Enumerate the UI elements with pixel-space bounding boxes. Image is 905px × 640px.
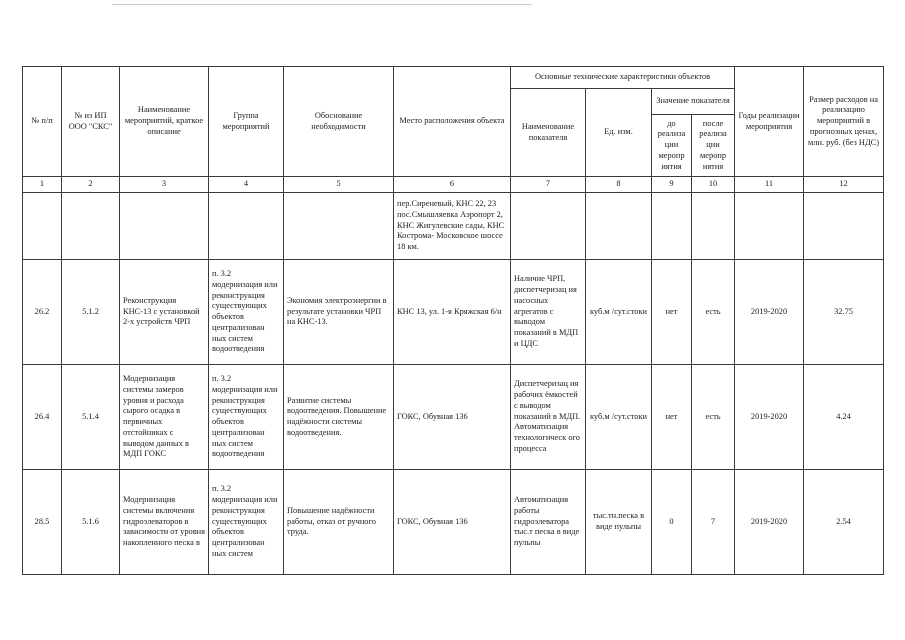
column-number: 5	[284, 177, 394, 193]
column-number: 7	[511, 177, 586, 193]
column-number: 11	[735, 177, 804, 193]
header-unit: Ед. изм.	[586, 89, 652, 177]
years-cell: 2019-2020	[735, 260, 804, 365]
indicator-cell: Автоматизация работы гидроэлеватора тыс.т песка в виде пульпы	[511, 470, 586, 575]
column-number: 10	[692, 177, 735, 193]
measure-name-cell: Модернизация системы включения гидроэлеваторов в зависимости от уровня накопленного песка в	[120, 470, 209, 575]
ip-number-cell: 5.1.2	[62, 260, 120, 365]
years-cell: 2019-2020	[735, 365, 804, 470]
table-row	[23, 365, 884, 470]
header-after: после реализа ции меропр иятия	[692, 115, 735, 177]
ip-number-cell: 5.1.6	[62, 470, 120, 575]
header-cost: Размер расходов на реализацию мероприятий в прогнозных ценах, млн. руб. (без НДС)	[804, 67, 884, 177]
measure-name-cell: Модернизация системы замеров уровня и расхода сырого осадка в первичных отстойниках с выводом данных в МДП ГОКС	[120, 365, 209, 470]
unit-cell: куб.м /сут.стоки	[586, 260, 652, 365]
ip-number-cell: 5.1.4	[62, 365, 120, 470]
column-number: 12	[804, 177, 884, 193]
location-cell: ГОКС, Обувная 136	[394, 470, 511, 575]
table-row	[23, 260, 884, 365]
investment-program-table	[22, 66, 884, 575]
header-indicator-value: Значение показателя	[652, 89, 735, 115]
row-number-cell: 26.2	[23, 260, 62, 365]
measure-name-cell: Реконструкция КНС-13 с установкой 2-х устройств ЧРП	[120, 260, 209, 365]
top-rule	[112, 4, 532, 5]
column-number: 8	[586, 177, 652, 193]
header-location: Место расположения объекта	[394, 67, 511, 177]
unit-cell: куб.м /сут.стоки	[586, 365, 652, 470]
location-cell: ГОКС, Обувная 136	[394, 365, 511, 470]
row-number-cell: 26.4	[23, 365, 62, 470]
header-justification: Обоснование необходимости	[284, 67, 394, 177]
after-value-cell: 7	[692, 470, 735, 575]
cost-cell: 4.24	[804, 365, 884, 470]
column-number: 4	[209, 177, 284, 193]
column-number: 3	[120, 177, 209, 193]
header-years: Годы реализации мероприятия	[735, 67, 804, 177]
unit-cell: тыс.тн.песка в виде пульпы	[586, 470, 652, 575]
header-before: до реализа ции меропр иятия	[652, 115, 692, 177]
cost-cell: 2.54	[804, 470, 884, 575]
header-indicator-name: Наименование показателя	[511, 89, 586, 177]
location-cell: КНС 13, ул. 1-я Кряжская 6/н	[394, 260, 511, 365]
header-ip-number: № из ИП ООО "СКС"	[62, 67, 120, 177]
indicator-cell: Наличие ЧРП, диспетчеризац ия насосных агрегатов с выводом показаний в МДП и ЦДС	[511, 260, 586, 365]
column-number-row	[23, 177, 884, 193]
justification-cell: Повышение надёжности работы, отказ от ручного труда.	[284, 470, 394, 575]
before-value-cell: нет	[652, 260, 692, 365]
column-number: 2	[62, 177, 120, 193]
location-cell: пер.Сиреневый, КНС 22, 23 пос.Смышляевка Аэропорт 2, КНС Жигулевские сады, КНС Кострома- Московское шоссе 18 км.	[394, 193, 511, 260]
column-number: 6	[394, 177, 511, 193]
before-value-cell: 0	[652, 470, 692, 575]
row-number-cell: 28.5	[23, 470, 62, 575]
after-value-cell: есть	[692, 260, 735, 365]
justification-cell: Развитие системы водоотведения. Повышение надёжности системы водоотведения.	[284, 365, 394, 470]
years-cell: 2019-2020	[735, 470, 804, 575]
table-row-continuation	[23, 193, 884, 260]
indicator-cell: Диспетчеризац ия рабочих ёмкостей с выводом показаний в МДП. Автоматизация технологическ ого процесса	[511, 365, 586, 470]
header-row-number: № п/п	[23, 67, 62, 177]
column-number: 9	[652, 177, 692, 193]
measure-group-cell: п. 3.2 модернизация или реконструкция существующих объектов централизован ных систем водоотведения	[209, 260, 284, 365]
column-number: 1	[23, 177, 62, 193]
before-value-cell: нет	[652, 365, 692, 470]
header-main-characteristics: Основные технические характеристики объектов	[511, 67, 735, 89]
after-value-cell: есть	[692, 365, 735, 470]
measure-group-cell: п. 3.2 модернизация или реконструкция существующих объектов централизован ных систем	[209, 470, 284, 575]
header-measure-group: Группа мероприятий	[209, 67, 284, 177]
cost-cell: 32.75	[804, 260, 884, 365]
measure-group-cell: п. 3.2 модернизация или реконструкция существующих объектов централизован ных систем водоотведения	[209, 365, 284, 470]
justification-cell: Экономия электроэнергии в результате установки ЧРП на КНС-13.	[284, 260, 394, 365]
header-measure-name: Наименование мероприятий, краткое описание	[120, 67, 209, 177]
table-row	[23, 470, 884, 575]
